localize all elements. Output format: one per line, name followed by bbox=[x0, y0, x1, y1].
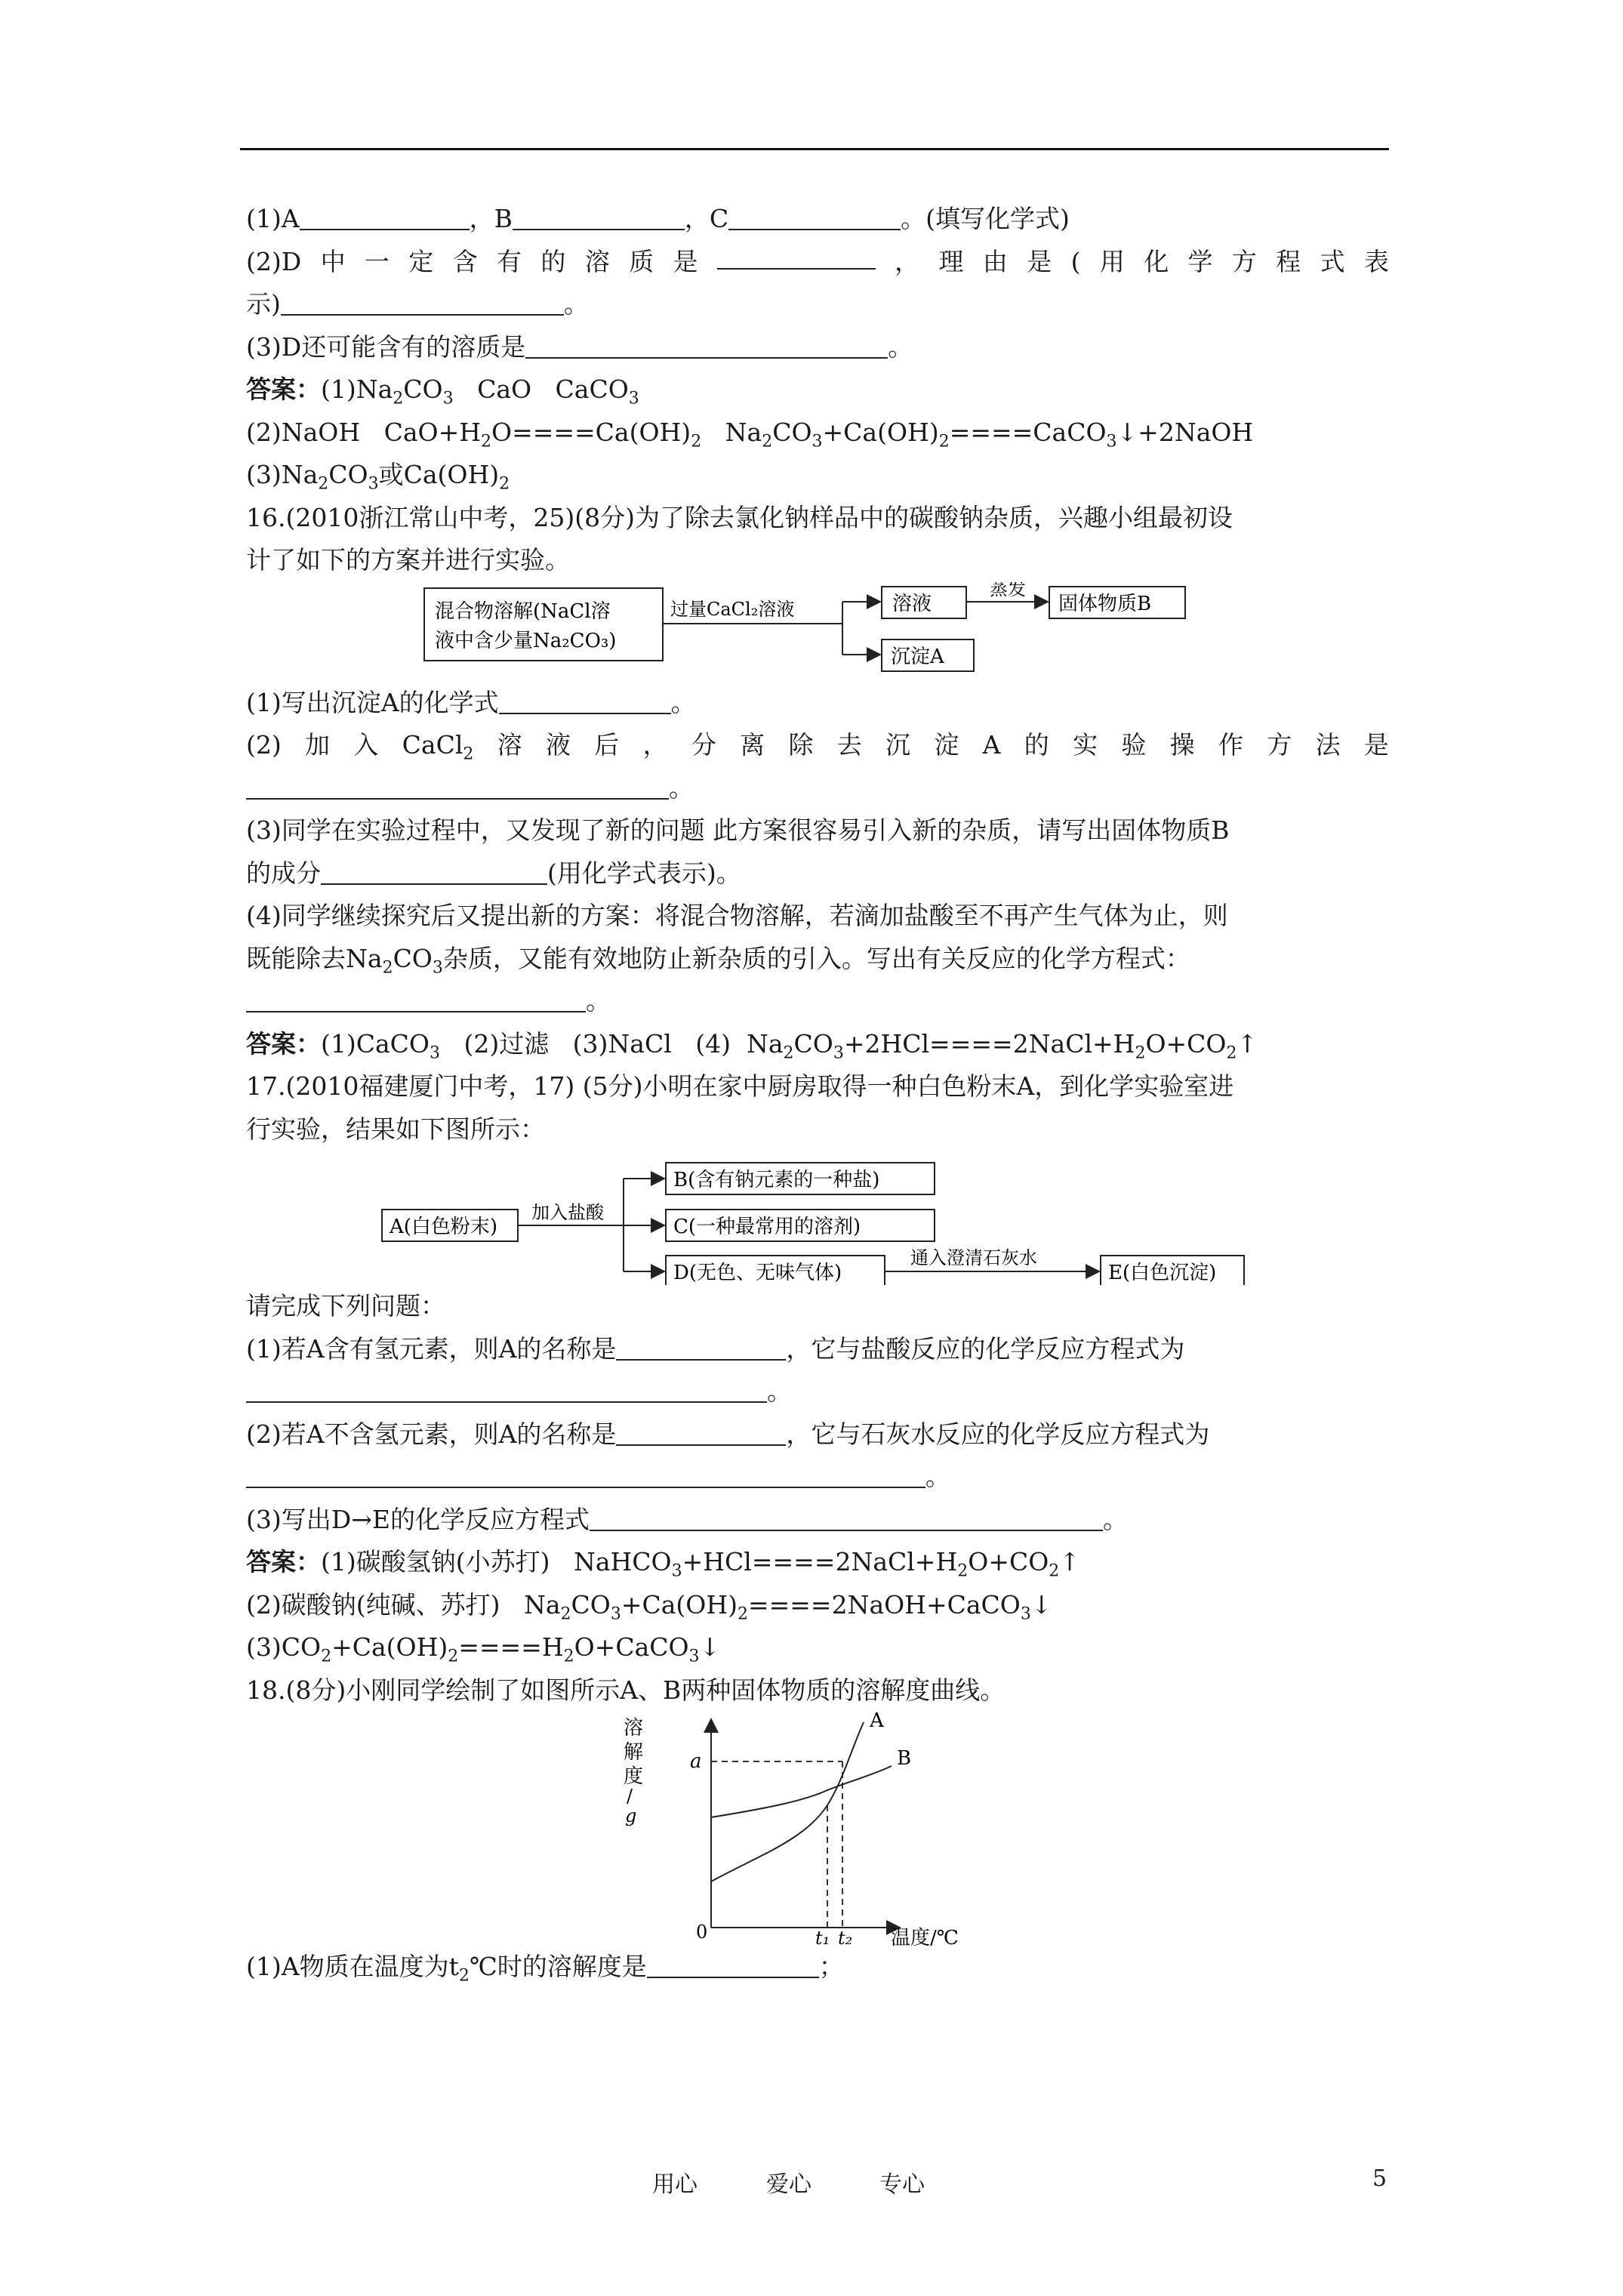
page-number: 5 bbox=[1372, 2165, 1387, 2192]
q16-part1: (1)写出沉淀A的化学式 。 bbox=[246, 682, 1389, 725]
x-axis-label: 温度/℃ bbox=[891, 1927, 959, 1946]
curve-a-label: A bbox=[870, 1712, 884, 1732]
q16-part2-line1: (2) 加 入 CaCl$_2$ 溶 液 后 ， 分 离 除 去 沉 淀 A 的 实 验 操 作 方 法 是 bbox=[246, 730, 1389, 764]
y-axis-label-slash: / bbox=[627, 1786, 633, 1807]
blank bbox=[281, 287, 564, 316]
header-rule bbox=[240, 148, 1389, 150]
blank bbox=[513, 202, 685, 230]
box-solution-text: 溶液 bbox=[892, 592, 932, 615]
q17-part1-line1: (1)若A含有氢元素，则A的名称是 ，它与盐酸反应的化学反应方程式为 bbox=[246, 1328, 1389, 1371]
label-add-hcl: 加入盐酸 bbox=[531, 1202, 604, 1223]
blank bbox=[246, 984, 586, 1012]
q16-flow-svg bbox=[246, 582, 1389, 682]
blank bbox=[647, 1949, 819, 1978]
blank bbox=[717, 241, 876, 270]
blank bbox=[246, 1459, 925, 1488]
curve-b-label: B bbox=[897, 1747, 912, 1770]
box-c-text: C(一种最常用的溶剂) bbox=[673, 1216, 861, 1238]
q15-answer2: (2)NaOH $CaO+H_2O====Ca(OH)_2$ $Na_2CO_3+Ca(OH)_2====CaCO_3↓+2NaOH$ bbox=[246, 417, 1254, 451]
q15-answer3: $(3)Na_2CO_3$或$Ca(OH)_2$ bbox=[246, 460, 510, 494]
footer-text-3: 专心 bbox=[879, 2171, 925, 2198]
q15-part2-line1: (2)D 中 一 定 含 有 的 溶 质 是 ， 理 由 是 ( 用 化 学 方 程 式 表 bbox=[246, 241, 1389, 284]
y-axis-label-unit: g bbox=[625, 1805, 637, 1826]
q16-part4-line3: 。 bbox=[246, 980, 1389, 1023]
label-limewater: 通入澄清石灰水 bbox=[910, 1247, 1037, 1268]
q18-solubility-chart bbox=[246, 1712, 1389, 1946]
q17-prompt: 请完成下列问题： bbox=[246, 1291, 445, 1321]
q16-flow-diagram bbox=[246, 582, 1389, 682]
box-b-text: B(含有钠元素的一种盐) bbox=[673, 1169, 880, 1191]
blank bbox=[321, 856, 547, 885]
q16-stem-line1: 16.(2010浙江常山中考，25)(8分)为了除去氯化钠样品中的碳酸钠杂质，兴趣小组最初设 bbox=[246, 502, 1233, 532]
y-axis-label-3: 度 bbox=[624, 1765, 644, 1788]
q16-part2-line2: 。 bbox=[246, 767, 1389, 810]
y-axis-label-1: 溶 bbox=[624, 1717, 644, 1740]
curve-a bbox=[711, 1722, 864, 1881]
label-reagent: 过量CaCl₂溶液 bbox=[670, 598, 795, 620]
box-precipitate-text: 沉淀A bbox=[891, 645, 944, 668]
tick-t1: t₁ bbox=[815, 1928, 830, 1946]
blank bbox=[499, 686, 671, 714]
q17-stem-line2: 行实验，结果如下图所示： bbox=[246, 1114, 545, 1144]
box-mixture-line2: 液中含少量Na₂CO₃) bbox=[435, 629, 617, 652]
y-axis-label-2: 解 bbox=[624, 1741, 644, 1764]
box-solid-b-text: 固体物质B bbox=[1058, 592, 1152, 615]
q15-part3: (3)D还可能含有的溶质是 。 bbox=[246, 326, 1389, 369]
curve-b bbox=[711, 1766, 892, 1817]
blank bbox=[246, 771, 669, 800]
blank bbox=[616, 1332, 786, 1361]
box-mixture-line1: 混合物溶解(NaCl溶 bbox=[435, 599, 611, 623]
q16-answer: 答案：(1)CaCO$_3$ (2)过滤 (3)NaCl (4) $Na_2CO_3+2HCl====2NaCl+H_2O+CO_2↑$ bbox=[246, 1028, 1258, 1063]
q17-part2-line2: 。 bbox=[246, 1456, 1389, 1499]
q16-part4-line2: 既能除去$Na_2CO_3$杂质，又能有效地防止新杂质的引入。写出有关反应的化学方程式： bbox=[246, 943, 1190, 978]
q15-part2-line2: 示) 。 bbox=[246, 283, 1389, 326]
q17-answer1: 答案：(1)碳酸氢钠(小苏打) $NaHCO_3+HCl====2NaCl+H_2O+CO_2↑$ bbox=[246, 1547, 1080, 1581]
q18-part1: (1)A物质在温度为$t_2℃$时的溶解度是 ； bbox=[246, 1946, 1389, 1989]
blank bbox=[590, 1502, 1103, 1531]
q17-flow-diagram bbox=[246, 1151, 1389, 1285]
page-content bbox=[246, 198, 1389, 1989]
blank bbox=[525, 330, 888, 359]
label-evaporate: 蒸发 bbox=[990, 581, 1026, 599]
q17-part2-line1: (2)若A不含氢元素，则A的名称是 ，它与石灰水反应的化学反应方程式为 bbox=[246, 1413, 1389, 1456]
tick-a: a bbox=[690, 1750, 702, 1773]
blank bbox=[728, 202, 901, 230]
q15-answer1: 答案：$(1)Na_2CO_3$ CaO CaCO$_3$ bbox=[246, 374, 639, 408]
blank bbox=[300, 202, 470, 230]
footer-text-1: 用心 bbox=[652, 2171, 698, 2198]
box-a-text: A(白色粉末) bbox=[390, 1216, 498, 1238]
q17-answer3: $(3)CO_2+Ca(OH)_2====H_2O+CaCO_3↓$ bbox=[246, 1632, 721, 1666]
q18-stem: 18.(8分)小刚同学绘制了如图所示A、B两种固体物质的溶解度曲线。 bbox=[246, 1675, 1006, 1705]
box-d-text: D(无色、无味气体) bbox=[673, 1262, 842, 1284]
q17-stem-line1: 17.(2010福建厦门中考，17) (5分)小明在家中厨房取得一种白色粉末A，到化学实验室进 bbox=[246, 1071, 1234, 1101]
q17-answer2: (2)碳酸钠(纯碱、苏打) $Na_2CO_3+Ca(OH)_2====2NaOH+CaCO_3↓$ bbox=[246, 1589, 1052, 1624]
origin-label: 0 bbox=[696, 1922, 708, 1943]
q16-part4-line1: (4)同学继续探究后又提出新的方案：将混合物溶解，若滴加盐酸至不再产生气体为止，则 bbox=[246, 901, 1228, 930]
q16-part3-line2: 的成分 (用化学式表示)。 bbox=[246, 852, 1389, 895]
tick-t2: t₂ bbox=[838, 1928, 853, 1946]
box-e-text: E(白色沉淀) bbox=[1108, 1262, 1217, 1284]
q17-part1-line2: 。 bbox=[246, 1370, 1389, 1413]
footer-text-2: 爱心 bbox=[766, 2171, 812, 2198]
blank bbox=[616, 1417, 786, 1446]
q15-part1: (1)A ，B ，C 。(填写化学式) bbox=[246, 198, 1389, 241]
q16-part3-line1: (3)同学在实验过程中，又发现了新的问题 此方案很容易引入新的杂质，请写出固体物质B bbox=[246, 815, 1230, 845]
q17-flow-svg bbox=[246, 1151, 1389, 1285]
blank bbox=[246, 1374, 767, 1403]
q18-chart-svg bbox=[246, 1712, 1389, 1946]
q17-part3: (3)写出D→E的化学反应方程式 。 bbox=[246, 1499, 1389, 1542]
q16-stem-line2: 计了如下的方案并进行实验。 bbox=[246, 545, 570, 575]
